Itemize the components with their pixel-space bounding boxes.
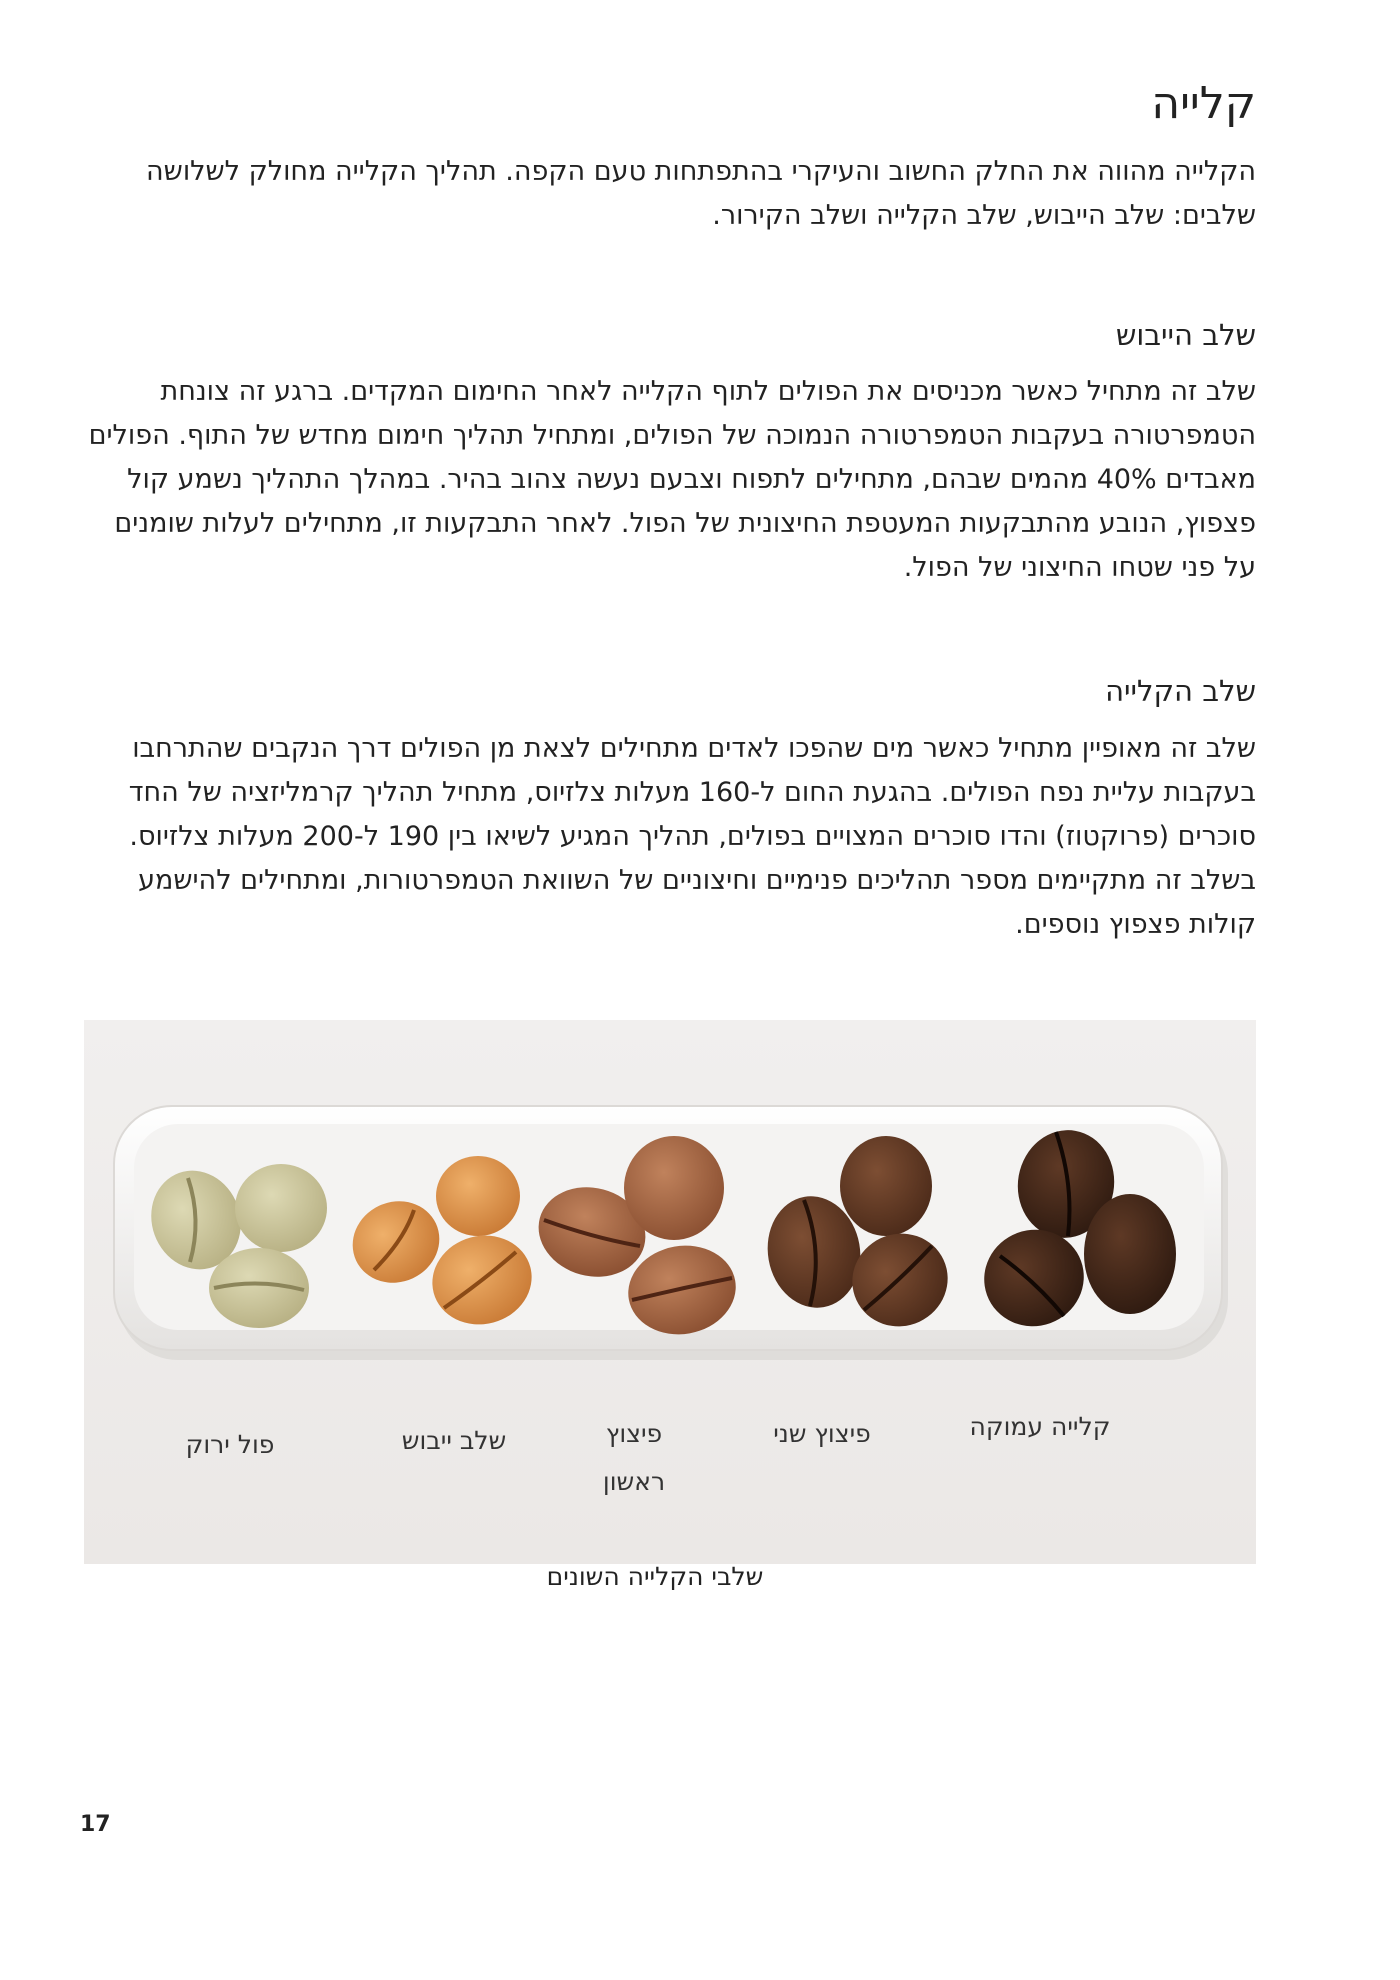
figure-caption: שלבי הקלייה השונים (546, 1562, 764, 1591)
intro-paragraph: הקלייה מהווה את החלק החשוב והעיקרי בהתפתחות טעם הקפה. תהליך הקלייה מחולק לשלושה שלבים: שלב הייבוש, שלב הקלייה ושלב הקירור. (146, 156, 1256, 231)
drying-stage-paragraph: שלב זה מתחיל כאשר מכניסים את הפולים לתוף הקלייה לאחר החימום המקדים. ברגע זה צונחת הטמפרטורה בעקבות הטמפרטורה הנמוכה של הפולים, ומתחיל תהליך חימום מחדש של התוף. הפולים מאבדים 40% מהמים שבהם, מתחילים לתפוח וצבעם נעשה צהוב בהיר. במהלך התהליך נשמע קול פצפוץ, הנובע מהתבקעות המעטפת החיצונית של הפול. לאחר התבקעות זו, מתחילים לעלות שומנים על פני שטחו החיצוני של הפול. (88, 376, 1256, 583)
drying-stage-heading: שלב הייבוש (1115, 318, 1256, 352)
roast-stages-photo (84, 1020, 1256, 1564)
label-drying-stage: שלב ייבוש (401, 1426, 507, 1455)
label-second-crack: פיצוץ שני (773, 1419, 871, 1448)
roasting-stage-paragraph: שלב זה מאופיין מתחיל כאשר מים שהפכו לאדים מתחילים לצאת מן הפולים דרך הנקבים שהתרחבו בעקבות עליית נפח הפולים. בהגעת החום ל-160 מעלות צלזיוס, מתחיל תהליך קרמליזציה של החד סוכרים (פרוקטוז) והדו סוכרים המצויים בפולים, תהליך המגיע לשיאו בין 190 ל-200 מעלות צלזיוס. בשלב זה מתקיימים מספר תהליכים פנימיים וחיצוניים של השוואת הטמפרטורות, ומתחילים להישמע קולות פצפוץ נוספים. (128, 733, 1256, 940)
roasting-stage-heading: שלב הקלייה (1105, 674, 1256, 708)
label-deep-roast: קלייה עמוקה (969, 1412, 1111, 1441)
label-first-crack: פיצוץ ראשון (602, 1419, 666, 1496)
label-green-bean: פול ירוק (185, 1430, 275, 1459)
page-number: 17 (80, 1812, 111, 1837)
page-title: קלייה (1151, 78, 1256, 129)
